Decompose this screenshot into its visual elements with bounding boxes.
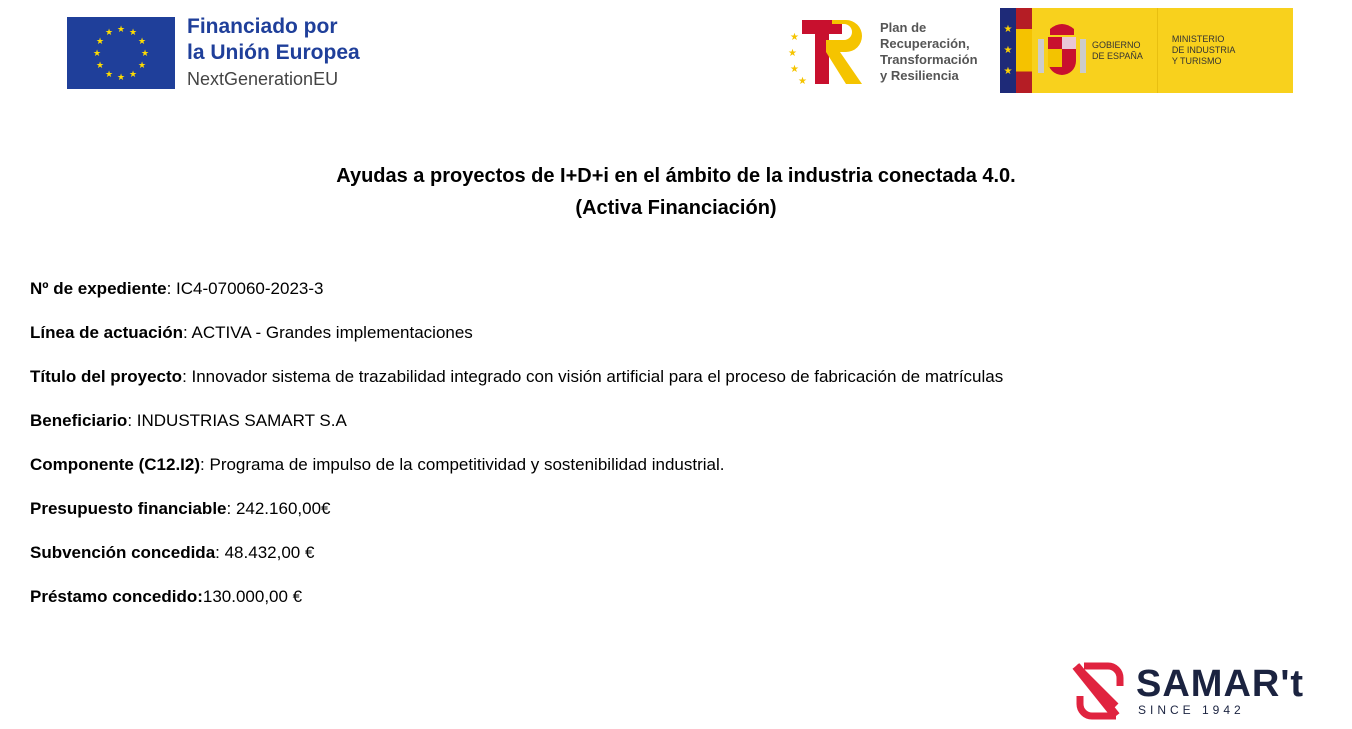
field-titulo-proyecto xyxy=(30,365,1003,409)
divider xyxy=(1157,8,1158,93)
field-value: : INDUSTRIAS SAMART S.A xyxy=(127,411,347,430)
field-value: : ACTIVA - Grandes implementaciones xyxy=(183,323,473,342)
field-label: Línea de actuación xyxy=(30,323,184,342)
field-expediente xyxy=(30,277,1003,321)
gobierno-text: GOBIERNO xyxy=(1092,39,1141,50)
svg-text:★: ★ xyxy=(790,64,799,75)
eu-logo-text: la Unión Europea xyxy=(187,41,360,64)
eu-stars-icon: ★ ★ ★ xyxy=(1000,8,1016,93)
field-value: : 48.432,00 € xyxy=(215,543,315,562)
tr-logo-icon xyxy=(788,18,868,86)
field-presupuesto xyxy=(30,497,1003,541)
field-label: Componente (C12.I2) xyxy=(30,455,201,474)
svg-text:★: ★ xyxy=(790,32,799,43)
spain-flag-icon xyxy=(1016,8,1032,93)
field-value: : Programa de impulso de la competitividad y sostenibilidad industrial. xyxy=(200,455,725,474)
samart-emblem-icon xyxy=(1072,662,1128,720)
field-componente xyxy=(30,453,1003,497)
samart-since: SINCE 1942 xyxy=(1138,703,1245,717)
prtr-logo-text: y Resiliencia xyxy=(880,68,959,83)
field-label: Subvención concedida xyxy=(30,543,216,562)
svg-text:★: ★ xyxy=(798,76,807,86)
title-subtitle: (Activa Financiación) xyxy=(575,197,777,219)
eu-flag-icon: ★ ★ ★ ★ ★ ★ ★ ★ ★ ★ ★ ★ xyxy=(67,17,175,89)
field-value: 130.000,00 € xyxy=(202,587,303,606)
project-details xyxy=(30,277,1003,629)
prtr-logo-text: Recuperación, xyxy=(880,36,970,51)
field-label: Beneficiario xyxy=(30,411,128,430)
gobierno-espana-logo xyxy=(1000,8,1293,93)
field-label: Presupuesto financiable xyxy=(30,499,227,518)
field-linea-actuacion xyxy=(30,321,1003,365)
field-prestamo xyxy=(30,585,1003,629)
prtr-logo xyxy=(788,18,978,86)
field-beneficiario xyxy=(30,409,1003,453)
coat-of-arms-icon xyxy=(1032,8,1092,93)
field-label: Nº de expediente xyxy=(30,279,167,298)
samart-logo xyxy=(1072,662,1304,720)
svg-text:★: ★ xyxy=(788,48,797,59)
prtr-logo-text: Transformación xyxy=(880,52,978,67)
field-label: Título del proyecto xyxy=(30,367,183,386)
document-title xyxy=(0,160,1352,224)
ministerio-text: DE INDUSTRIA xyxy=(1171,45,1236,55)
field-subvencion xyxy=(30,541,1003,585)
field-label: Préstamo concedido: xyxy=(30,587,203,606)
field-value: : 242.160,00€ xyxy=(226,499,331,518)
samart-name: SAMAR't xyxy=(1136,663,1305,705)
ministerio-text: MINISTERIO xyxy=(1171,34,1225,44)
eu-logo-text: Financiado por xyxy=(187,15,338,38)
field-value: : Innovador sistema de trazabilidad integrado con visión artificial para el proceso de fabricación de matrículas xyxy=(182,367,1004,386)
field-value: : IC4-070060-2023-3 xyxy=(166,279,324,298)
title-line: Ayudas a proyectos de I+D+i en el ámbito de la industria conectada 4.0. xyxy=(336,165,1016,187)
eu-logo-text: NextGenerationEU xyxy=(187,69,339,89)
ministerio-text: Y TURISMO xyxy=(1171,56,1222,66)
prtr-logo-text: Plan de xyxy=(880,20,927,35)
gobierno-text: DE ESPAÑA xyxy=(1092,50,1143,61)
eu-funding-logo xyxy=(67,14,360,92)
